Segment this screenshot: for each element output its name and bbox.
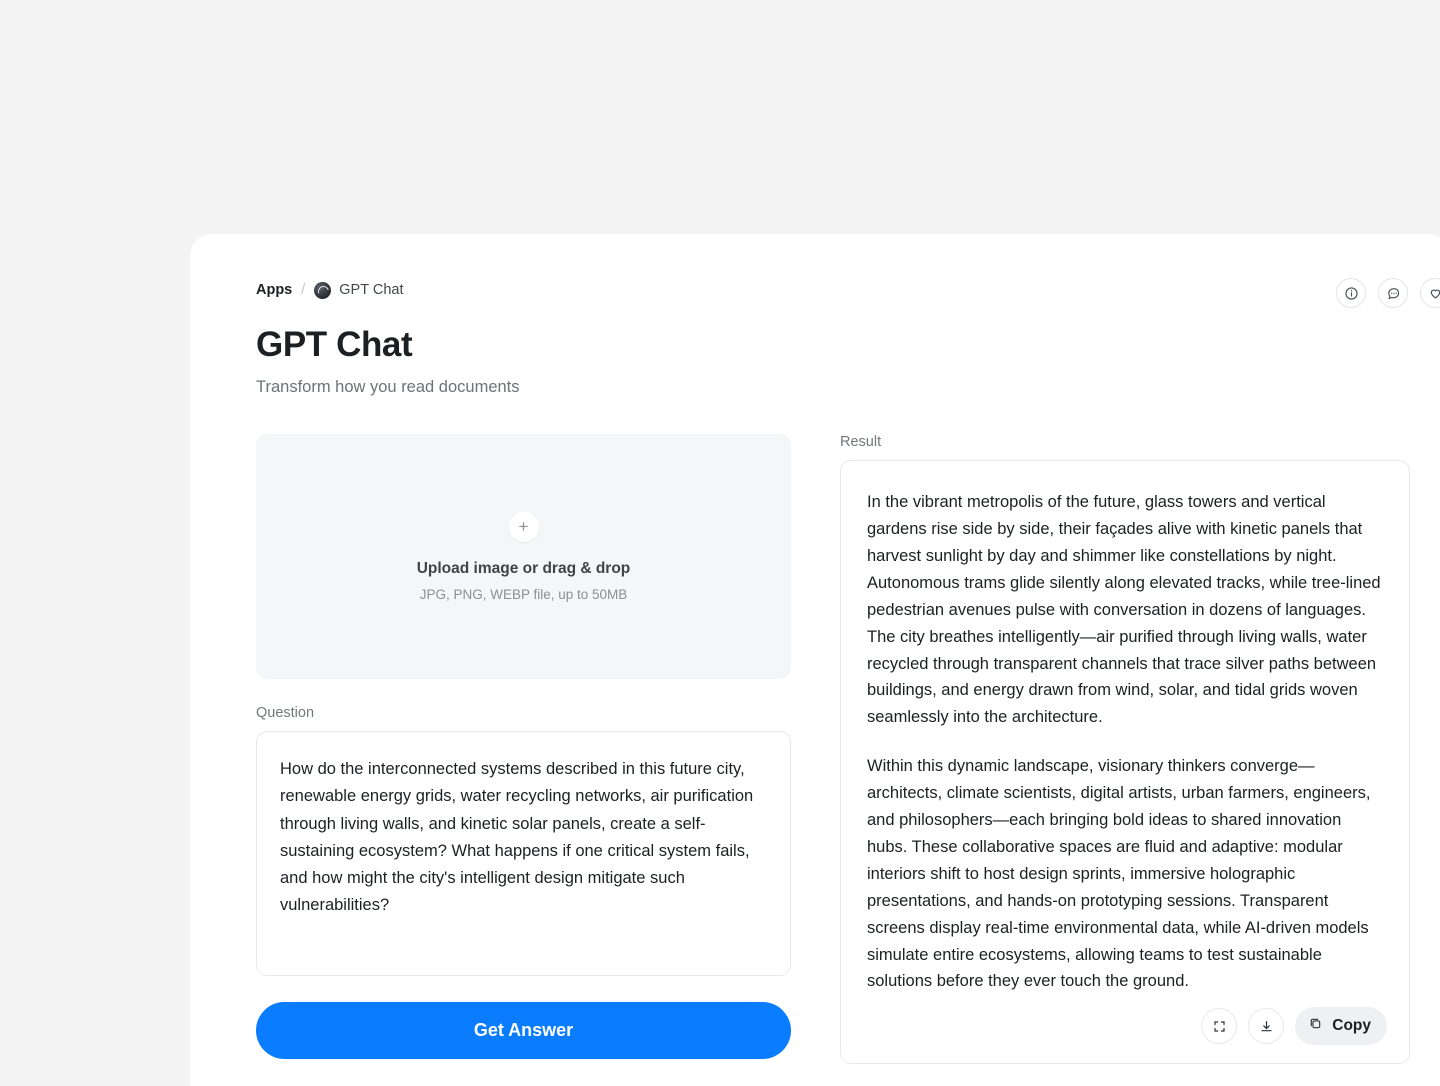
question-input[interactable] <box>256 731 791 976</box>
heart-icon[interactable] <box>1420 278 1440 308</box>
app-window <box>190 234 1440 1086</box>
copy-label: Copy <box>1332 1017 1371 1035</box>
info-icon[interactable] <box>1336 278 1366 308</box>
upload-hint: JPG, PNG, WEBP file, up to 50MB <box>419 586 628 602</box>
question-value: How do the interconnected systems described in this future city, renewable energy grids, water recycling networks, air purification through living walls, and kinetic solar panels, create a self-sustaining ecosystem? What happens if one critical system fails, and how might the city's intelligent design mitigate such vulnerabilities? <box>280 760 754 915</box>
breadcrumb-current[interactable] <box>314 282 403 299</box>
upload-dropzone[interactable] <box>256 434 791 679</box>
result-paragraph: In the vibrant metropolis of the future, glass towers and vertical gardens rise side by side, their façades alive with kinetic panels that harvest sunlight by day and shimmer like constellations by night. Autonomous trams glide silently along elevated tracks, while tree-lined pedestrian avenues pulse with conversation in dozens of languages. The city breathes intelligently—air purified through living walls, water recycled through transparent channels that trace silver paths between buildings, and energy drawn from wind, solar, and tidal grids woven seamlessly into the architecture. <box>867 493 1381 727</box>
feedback-icon[interactable] <box>1378 278 1408 308</box>
result-actions <box>1201 1007 1387 1045</box>
expand-icon[interactable] <box>1201 1008 1237 1044</box>
breadcrumb-apps[interactable]: Apps <box>256 282 293 298</box>
copy-button[interactable] <box>1295 1007 1387 1045</box>
result-text <box>867 489 1383 995</box>
top-actions <box>1336 278 1440 308</box>
plus-icon: + <box>509 512 539 542</box>
question-label: Question <box>256 705 315 722</box>
app-avatar-icon <box>314 282 331 299</box>
breadcrumb <box>256 280 1384 300</box>
result-paragraph: Within this dynamic landscape, visionary thinkers converge—architects, climate scientists, digital artists, urban farmers, engineers, and philosophers—each bringing bold ideas to shared innovation hubs. These collaborative spaces are fluid and adaptive: modular interiors shift to host design sprints, immersive holographic presentations, and hands-on prototyping sessions. Transparent screens display real-time environmental data, while AI-driven models simulate entire ecosystems, allowing teams to test sustainable solutions before they ever touch the ground. <box>867 757 1371 991</box>
right-column <box>840 434 1410 1064</box>
result-panel <box>840 460 1410 1064</box>
app-content <box>190 234 1440 1086</box>
left-column <box>256 434 791 1064</box>
app-body <box>256 434 1384 1064</box>
copy-icon <box>1308 1016 1323 1036</box>
upload-title: Upload image or drag & drop <box>416 559 631 577</box>
breadcrumb-current-label: GPT Chat <box>339 282 404 298</box>
download-icon[interactable] <box>1248 1008 1284 1044</box>
breadcrumb-separator: / <box>301 282 306 298</box>
page-title: GPT Chat <box>256 325 413 364</box>
get-answer-button[interactable]: Get Answer <box>256 1002 791 1059</box>
page-subtitle: Transform how you read documents <box>256 378 520 397</box>
result-label: Result <box>840 434 882 451</box>
